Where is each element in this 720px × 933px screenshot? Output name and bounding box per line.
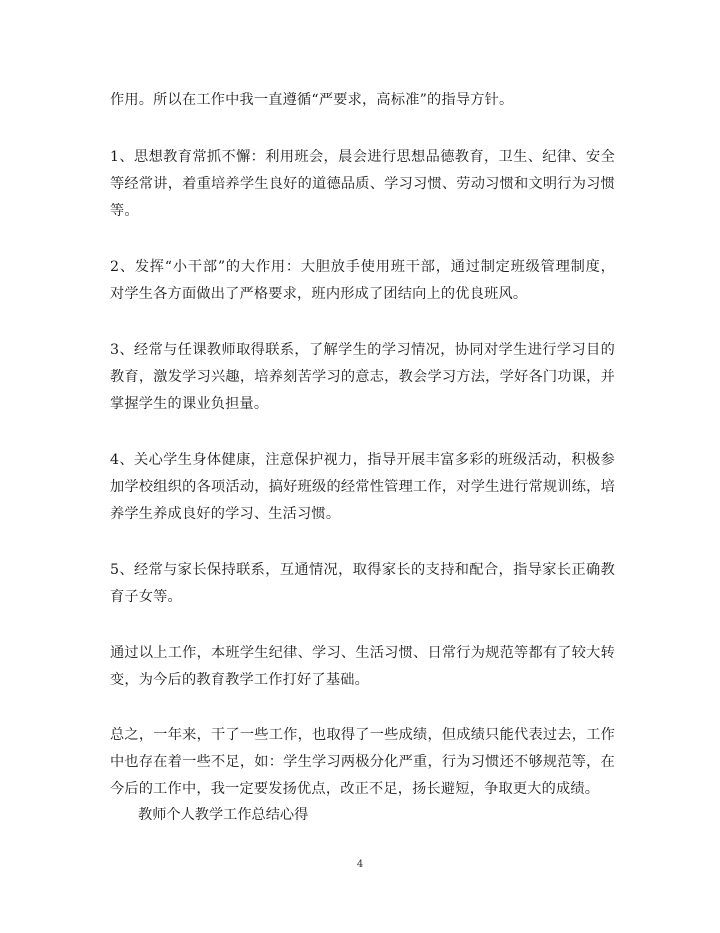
paragraph-line: 育子女等。 <box>110 589 182 605</box>
paragraph-line: 5、经常与家长保持联系，互通情况，取得家长的支持和配合，指导家长正确教 <box>110 562 615 578</box>
paragraph-line: 作用。所以在工作中我一直遵循“严要求，高标准”的指导方针。 <box>110 92 514 108</box>
paragraph-line: 3、经常与任课教师取得联系，了解学生的学习情况，协同对学生进行学习目的 <box>110 342 615 358</box>
paragraph-line: 今后的工作中，我一定要发扬优点，改正不足，扬长避短，争取更大的成绩。 <box>110 781 600 797</box>
paragraph-line: 变，为今后的教育教学工作打好了基础。 <box>110 672 369 688</box>
page-number: 4 <box>356 859 364 870</box>
next-section-title: 教师个人教学工作总结心得 <box>138 807 309 823</box>
paragraph-line: 4、关心学生身体健康，注意保护视力，指导开展丰富多彩的班级活动，积极参 <box>110 452 615 468</box>
paragraph-line: 等经常讲，着重培养学生良好的道德品质、学习习惯、劳动习惯和文明行为习惯 <box>110 176 615 192</box>
paragraph-line: 教育，激发学习兴趣，培养刻苦学习的意志，教会学习方法，学好各门功课，并 <box>110 369 615 385</box>
paragraph-line: 1、思想教育常抓不懈：利用班会，晨会进行思想品德教育，卫生、纪律、安全 <box>110 149 615 165</box>
paragraph-summary <box>110 722 615 803</box>
paragraph-line: 通过以上工作，本班学生纪律、学习、生活习惯、日常行为规范等都有了较大转 <box>110 645 615 661</box>
paragraph-item-2 <box>110 254 615 308</box>
paragraph-line: 中也存在着一些不足，如：学生学习两极分化严重，行为习惯还不够规范等，在 <box>110 754 615 770</box>
paragraph-item-5 <box>110 557 615 611</box>
paragraph-line: 等。 <box>110 203 139 219</box>
paragraph-line: 掌握学生的课业负担量。 <box>110 396 269 412</box>
paragraph-line: 加学校组织的各项活动，搞好班级的经常性管理工作，对学生进行常规训练，培 <box>110 479 615 495</box>
paragraph-line: 总之，一年来，干了一些工作，也取得了一些成绩，但成绩只能代表过去，工作 <box>110 727 615 743</box>
paragraph-item-3 <box>110 337 615 418</box>
paragraph-item-4 <box>110 447 615 528</box>
paragraph-item-1 <box>110 144 615 225</box>
paragraph-line: 对学生各方面做出了严格要求，班内形成了团结向上的优良班风。 <box>110 286 528 302</box>
paragraph-line: 养学生养成良好的学习、生活习惯。 <box>110 506 341 522</box>
paragraph-line: 2、发挥“小干部”的大作用：大胆放手使用班干部，通过制定班级管理制度， <box>110 259 615 275</box>
paragraph-result <box>110 640 615 694</box>
paragraph-intro <box>110 87 615 114</box>
